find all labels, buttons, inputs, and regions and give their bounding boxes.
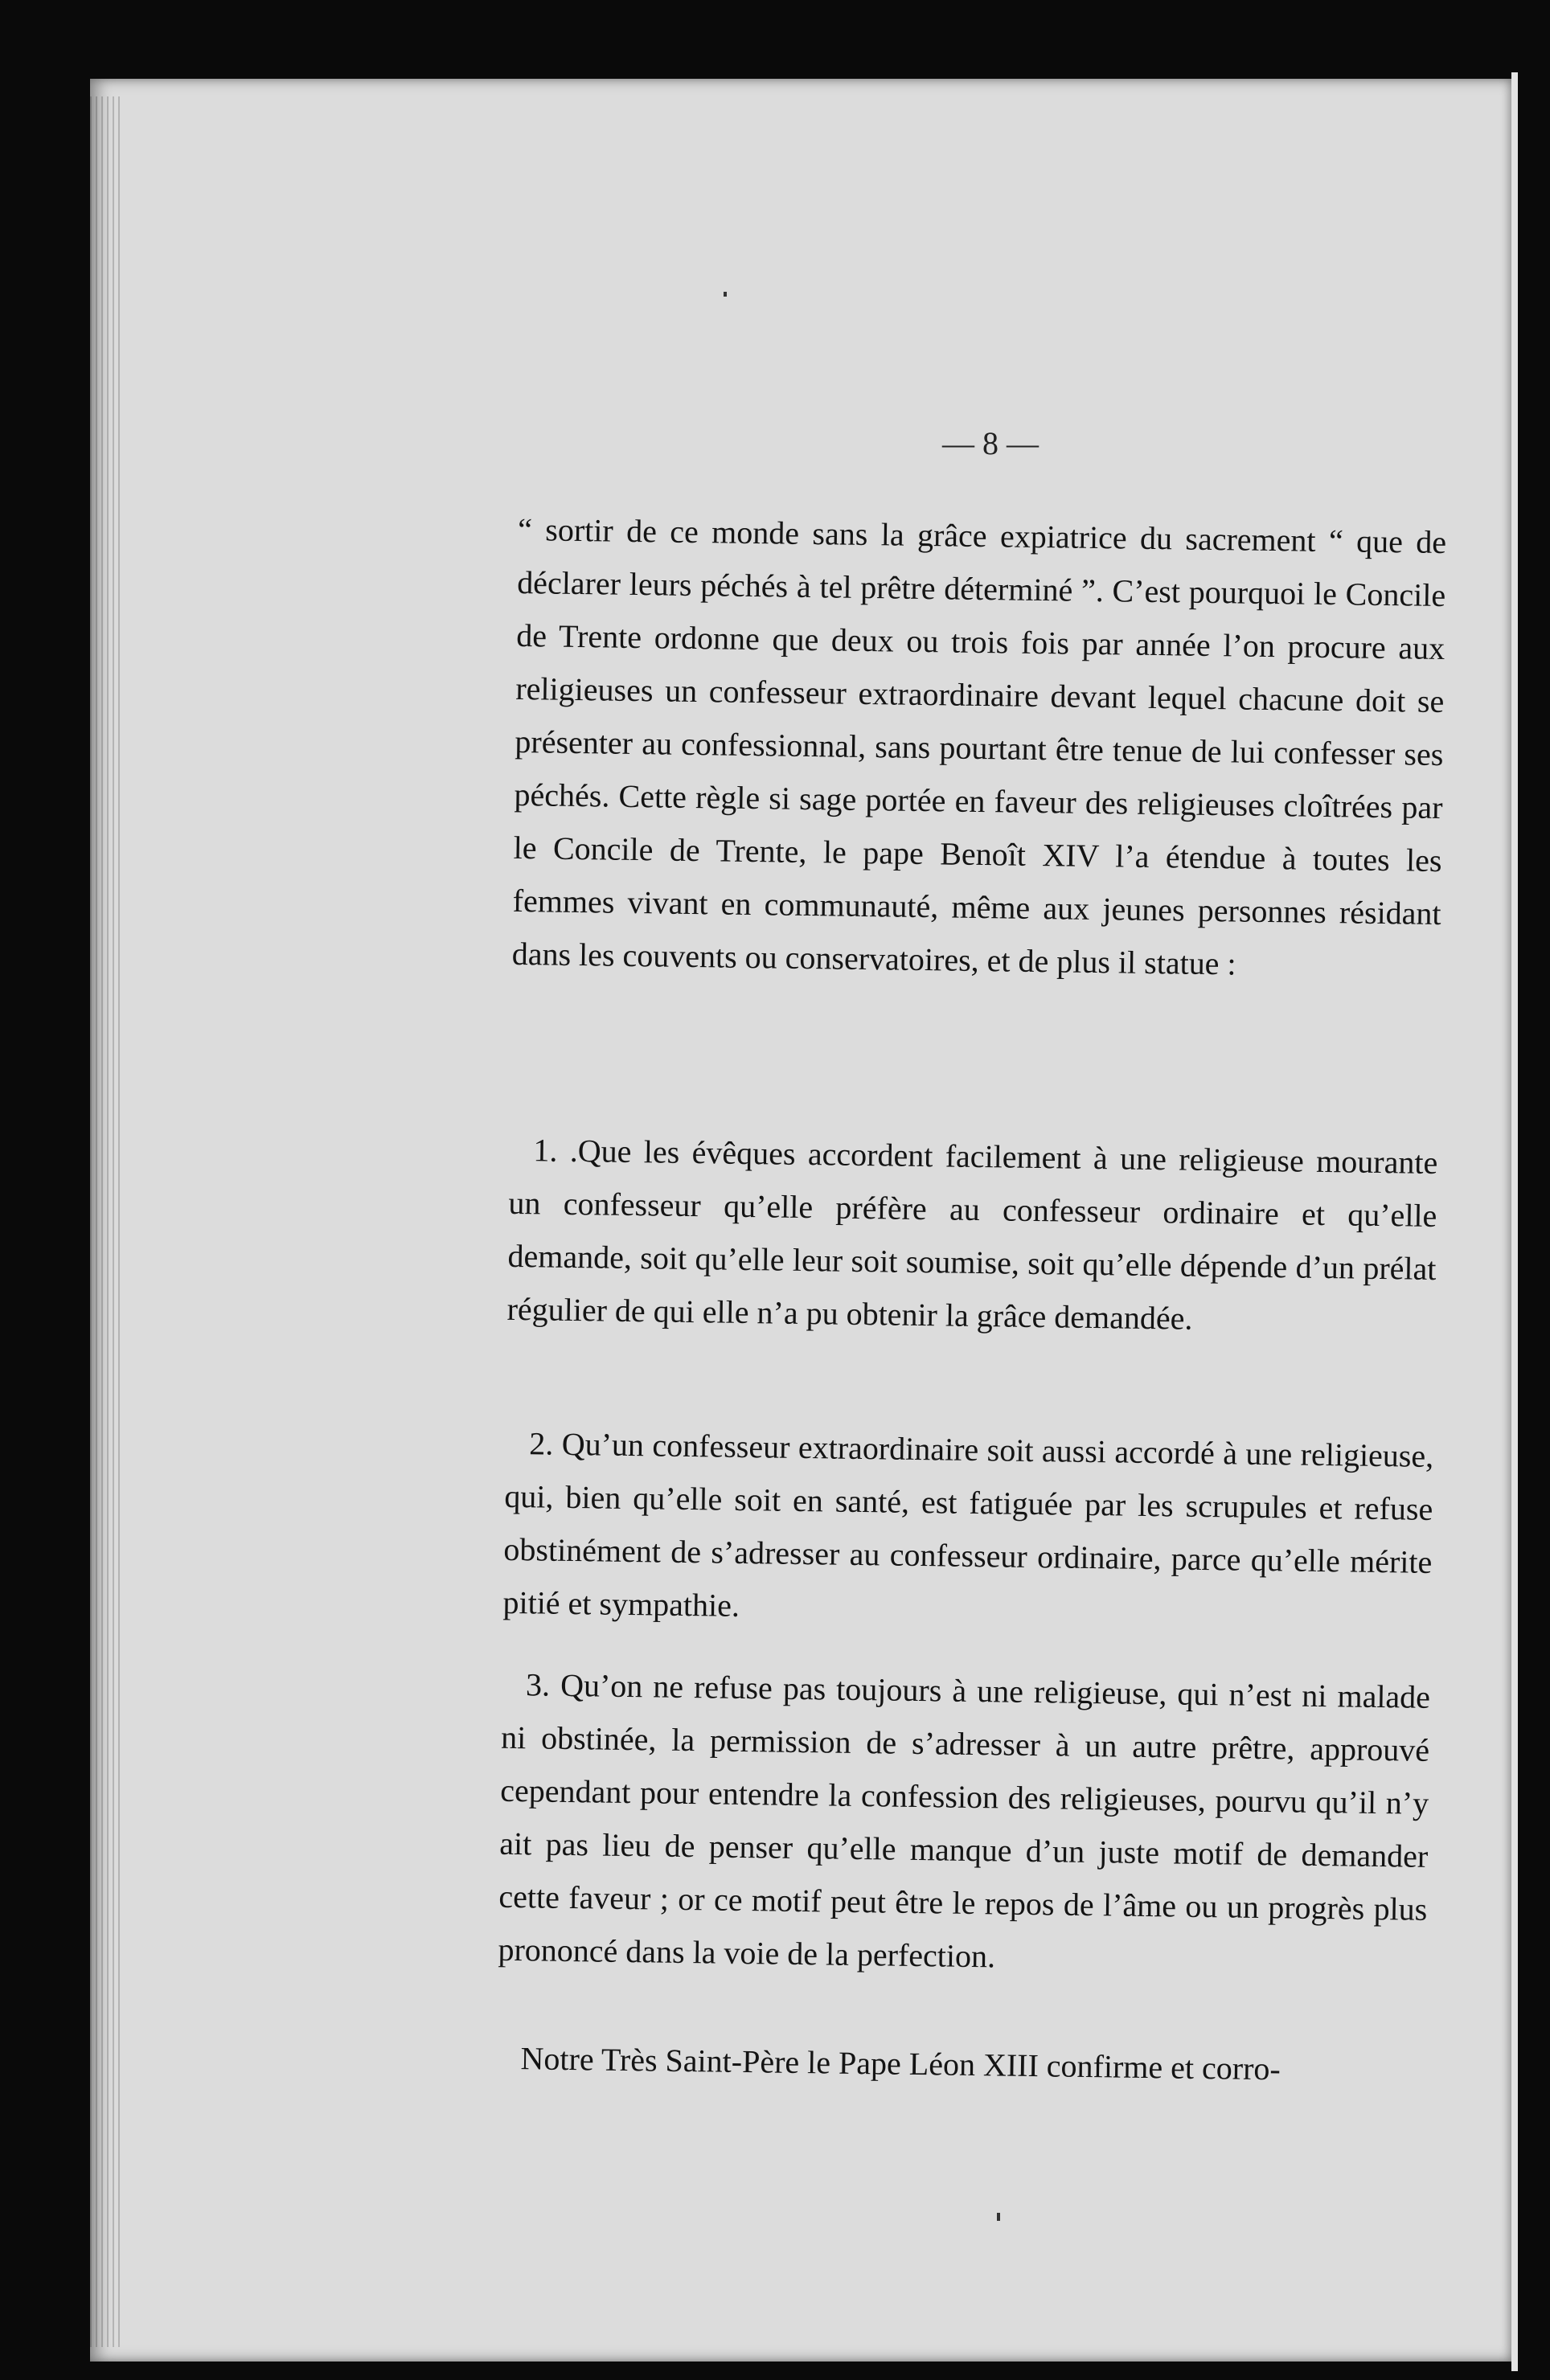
- paragraph-item-1: 1. .Que les évêques accordent facilement à une religieuse mourante un confesseur qu’elle préfère au confesseur ordinaire et qu’elle demande, soit qu’elle leur soit soumise, soit qu’elle dépende d’un prélat régulier de qui elle n’a pu obtenir la grâce demandée.: [506, 1132, 1438, 1337]
- page-number: — 8 —: [942, 425, 1039, 461]
- paragraph-item-3: 3. Qu’on ne refuse pas toujours à une religieuse, qui n’est ni malade ni obstinée, la permission de s’adresser à un autre prêtre, approuvé cependant pour entendre la confession des religieuses, pourvu qu’il n’y ait pas lieu de penser qu’elle manque d’un juste motif de demander cette faveur ; or ce motif peut être le repos de l’âme ou un progrès plus prononcé dans la voie de la perfection.: [498, 1666, 1431, 1975]
- speck-mark-bottom: [997, 2213, 1000, 2221]
- paragraph-item-2: 2. Qu’un confesseur extraordinaire soit aussi accordé à une religieuse, qui, bien qu’elle soit en santé, est fatiguée par les scrupules et refuse obstinément de s’adresser au confesseur ordinaire, parce qu’elle mérite pitié et sympathie.: [502, 1425, 1434, 1624]
- paragraph-closing: Notre Très Saint-Père le Pape Léon XIII confirme et corro-: [520, 2040, 1281, 2087]
- paper-sheet: [90, 79, 1511, 2362]
- body-text: [498, 79, 1453, 2087]
- page-right-edge: [1511, 72, 1518, 2371]
- speck-mark-top: [724, 292, 727, 297]
- paragraph-intro: “ sortir de ce monde sans la grâce expiatrice du sacrement “ que de déclarer leurs péchés à tel prêtre déterminé ”. C’est pourquoi le Concile de Trente ordonne que deux ou trois fois par année l’on procure aux religieuses un confesseur extraordinaire devant lequel chacune doit se présenter au confessionnal, sans pourtant être tenue de lui confesser ses péchés. Cette règle si sage portée en faveur des religieuses cloîtrées par le Concile de Trente, le pape Benoît XIV l’a étendue à toutes les femmes vivant en communauté, même aux jeunes personnes résidant dans les couvents ou conservatoires, et de plus il statue :: [511, 510, 1447, 982]
- page-stack-edge: [90, 96, 122, 2347]
